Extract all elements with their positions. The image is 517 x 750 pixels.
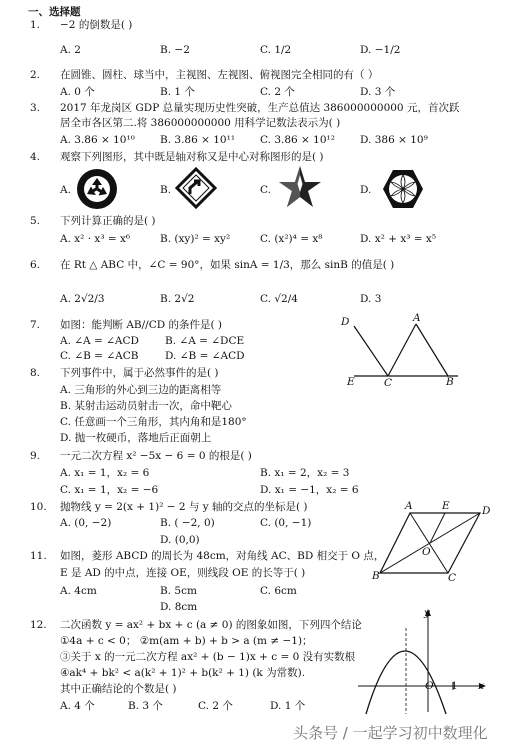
fig11-label-d: D bbox=[482, 505, 491, 517]
fig11-label-c: C bbox=[448, 572, 457, 584]
fig7-label-d: D bbox=[341, 316, 350, 328]
q6-option-a[interactable]: A. 2√2/3 bbox=[60, 293, 105, 305]
q8-option-c[interactable]: C. 任意画一个三角形，其内角和是180° bbox=[60, 416, 247, 428]
section-title: 一、选择题 bbox=[28, 6, 81, 18]
question-6: 6. 在 Rt △ ABC 中，∠C = 90°，如果 sinA = 1/3，那么 sinB 的值是( ) bbox=[30, 259, 395, 271]
q1-option-b[interactable]: B. −2 bbox=[160, 44, 190, 56]
fig12-label-y: y bbox=[424, 607, 430, 619]
q6-option-d[interactable]: D. 3 bbox=[360, 293, 382, 305]
question-7: 7. 如图：能判断 AB//CD 的条件是( ) bbox=[30, 319, 223, 331]
fig11-label-o: O bbox=[422, 546, 431, 558]
fig11-label-e: E bbox=[442, 500, 450, 512]
question-3: 3. 2017 年龙岗区 GDP 总量实现历史性突破，生产总值达 386000000000 元，首次跃 bbox=[30, 102, 460, 114]
q5-option-c[interactable]: C. (x²)⁴ = x⁸ bbox=[260, 233, 323, 245]
watermark: 头条号 / 一起学习初中数理化 bbox=[293, 724, 488, 742]
question-11-line2: E 是 AD 的中点，连接 OE，则线段 OE 的长等于( ) bbox=[60, 567, 306, 579]
q8-option-a[interactable]: A. 三角形的外心到三边的距离相等 bbox=[60, 384, 222, 396]
q1-option-a[interactable]: A. 2 bbox=[60, 44, 81, 56]
q6-option-b[interactable]: B. 2√2 bbox=[160, 293, 195, 305]
q8-option-b[interactable]: B. 某射击运动员射击一次，命中靶心 bbox=[60, 400, 232, 412]
star-icon[interactable] bbox=[278, 165, 322, 209]
q1-option-c[interactable]: C. 1/2 bbox=[260, 44, 292, 56]
fig7-label-a: A bbox=[413, 312, 421, 324]
q9-option-d[interactable]: D. x₁ = −1，x₂ = 6 bbox=[260, 484, 359, 496]
q2-option-b[interactable]: B. 1 个 bbox=[160, 86, 195, 98]
q12-option-a[interactable]: A. 4 个 bbox=[60, 700, 95, 712]
q4-option-b[interactable]: B. bbox=[160, 184, 172, 196]
q7-option-d[interactable]: D. ∠B = ∠ACD bbox=[165, 350, 245, 362]
q5-option-b[interactable]: B. (xy)² = xy² bbox=[160, 233, 231, 245]
q12-option-d[interactable]: D. 1 个 bbox=[270, 700, 306, 712]
hexagon-flower-icon[interactable] bbox=[381, 168, 425, 210]
fig11-label-a: A bbox=[405, 500, 413, 512]
q8-option-d[interactable]: D. 抛一枚硬币，落地后正面朝上 bbox=[60, 432, 212, 444]
question-2: 2. 在圆锥、圆柱、球当中，主视图、左视图、俯视图完全相同的有（ ） bbox=[30, 69, 379, 81]
q10-option-c[interactable]: C. (0, −1) bbox=[260, 517, 312, 529]
question-5: 5. 下列计算正确的是( ) bbox=[30, 215, 156, 227]
q3-option-a[interactable]: A. 3.86 × 10¹⁰ bbox=[60, 134, 135, 146]
question-11: 11. 如图，菱形 ABCD 的周长为 48cm，对角线 AC、BD 相交于 O 点， bbox=[30, 550, 385, 562]
fig12-label-1: 1 bbox=[451, 680, 458, 692]
q10-option-d[interactable]: D. (0,0) bbox=[160, 534, 200, 546]
q11-option-a[interactable]: A. 4cm bbox=[60, 585, 97, 597]
q12-statement-1-2: ①4a + c < 0； ②m(am + b) + b > a (m ≠ −1)； bbox=[60, 635, 313, 647]
q9-option-c[interactable]: C. x₁ = 1，x₂ = −6 bbox=[60, 484, 159, 496]
q4-option-a[interactable]: A. bbox=[60, 184, 71, 196]
recycle-circle-icon[interactable] bbox=[76, 168, 118, 210]
turn-sign-icon[interactable] bbox=[176, 168, 216, 208]
question-9: 9. 一元二次方程 x² −5x − 6 = 0 的根是( ) bbox=[30, 450, 252, 462]
fig12-label-x: x bbox=[478, 680, 484, 692]
q2-option-a[interactable]: A. 0 个 bbox=[60, 86, 95, 98]
q12-prompt: 其中正确结论的个数是( ) bbox=[60, 683, 177, 695]
q2-option-d[interactable]: D. 3 个 bbox=[360, 86, 396, 98]
q6-option-c[interactable]: C. √2/4 bbox=[260, 293, 298, 305]
fig7-label-c: C bbox=[384, 377, 393, 389]
q7-option-a[interactable]: A. ∠A = ∠ACD bbox=[60, 335, 139, 347]
q11-option-d[interactable]: D. 8cm bbox=[160, 601, 198, 613]
question-3-line2: 居全市各区第二.将 386000000000 用科学记数法表示为( ) bbox=[60, 117, 341, 129]
q4-option-c[interactable]: C. bbox=[260, 184, 271, 196]
q12-statement-3: ③关于 x 的一元二次方程 ax² + (b − 1)x + c = 0 没有实数根 bbox=[60, 651, 356, 663]
q12-statement-4: ④ak⁴ + bk² < a(k² + 1)² + b(k² + 1) (k 为常数). bbox=[60, 667, 306, 679]
question-12: 12. 二次函数 y = ax² + bx + c (a ≠ 0) 的图象如图，下列四个结论 bbox=[30, 619, 362, 631]
figure-12-parabola bbox=[358, 608, 488, 718]
q3-option-d[interactable]: D. 386 × 10⁹ bbox=[360, 134, 428, 146]
q3-option-c[interactable]: C. 3.86 × 10¹² bbox=[260, 134, 335, 146]
q5-option-d[interactable]: D. x² + x³ = x⁵ bbox=[360, 233, 437, 245]
q12-option-c[interactable]: C. 2 个 bbox=[198, 700, 233, 712]
fig12-label-o: O bbox=[425, 680, 434, 692]
q2-option-c[interactable]: C. 2 个 bbox=[260, 86, 295, 98]
q9-option-b[interactable]: B. x₁ = 2，x₂ = 3 bbox=[260, 467, 350, 479]
q11-option-b[interactable]: B. 5cm bbox=[160, 585, 197, 597]
question-4: 4. 观察下列图形，其中既是轴对称又是中心对称图形的是( ) bbox=[30, 151, 324, 163]
q7-option-c[interactable]: C. ∠B = ∠ACB bbox=[60, 350, 139, 362]
question-8: 8. 下列事件中，属于必然事件的是( ) bbox=[30, 367, 219, 379]
question-1: 1. −2 的倒数是( ) bbox=[30, 19, 133, 31]
fig7-label-b: B bbox=[446, 376, 454, 388]
q9-option-a[interactable]: A. x₁ = 1，x₂ = 6 bbox=[60, 467, 150, 479]
q12-option-b[interactable]: B. 3 个 bbox=[128, 700, 163, 712]
q4-option-d[interactable]: D. bbox=[360, 184, 372, 196]
q5-option-a[interactable]: A. x² · x³ = x⁶ bbox=[60, 233, 131, 245]
q3-option-b[interactable]: B. 3.86 × 10¹¹ bbox=[160, 134, 236, 146]
q1-option-d[interactable]: D. −1/2 bbox=[360, 44, 401, 56]
q10-option-a[interactable]: A. (0, −2) bbox=[60, 517, 112, 529]
fig11-label-b: B bbox=[372, 570, 380, 582]
q11-option-c[interactable]: C. 6cm bbox=[260, 585, 297, 597]
q7-option-b[interactable]: B. ∠A = ∠DCE bbox=[165, 335, 245, 347]
question-10: 10. 抛物线 y = 2(x + 1)² − 2 与 y 轴的交点的坐标是( ) bbox=[30, 501, 308, 513]
q10-option-b[interactable]: B. ( −2, 0) bbox=[160, 517, 215, 529]
fig7-label-e: E bbox=[347, 376, 355, 388]
figure-11-rhombus bbox=[376, 510, 486, 580]
